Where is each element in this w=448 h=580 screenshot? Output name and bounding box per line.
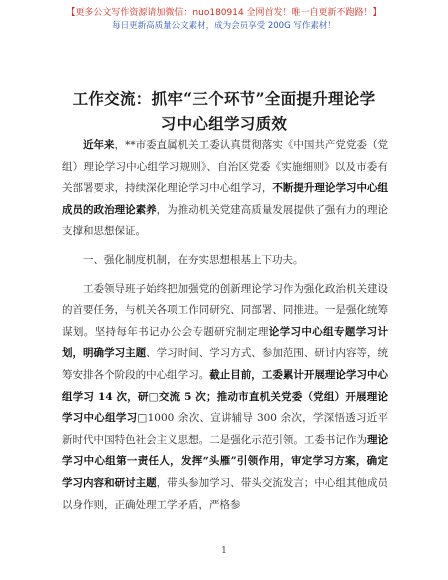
document-body <box>62 135 388 516</box>
promo-line-1: 【更多公文写作资源请加微信：nuo180914 全网首发！唯一自更新不跑路！】 <box>66 8 382 18</box>
section-1-bold-b: 论学习中心组专题学习计划，明确学习主题 <box>62 325 389 360</box>
intro-bold-text: 不断提升理论学习中心组成员的政治理论素养 <box>62 182 389 216</box>
intro-end: ，为推动机关党建高质量发展提供了强有力的理论支撑和思想保证。 <box>62 203 389 238</box>
section-1-bold-d: 截止目前，工委累计开展理论学习中心组学习 14 次，研 <box>62 368 389 403</box>
paragraph-intro <box>62 135 388 243</box>
missing-glyph-icon: □ <box>137 412 148 425</box>
title-line-2: 习中心组学习质效 <box>160 114 288 133</box>
document-title <box>54 86 394 136</box>
section-1-text-h: ，带头参加学习、带头交流发言；中心组其他成员以身作则，正确处理工学矛盾，严格参 <box>62 476 389 511</box>
title-line-1: 工作交流：抓牢“三个环节”全面提升理论学 <box>72 89 376 108</box>
paragraph-section-1 <box>62 279 388 517</box>
section-heading-1: 一、强化制度机制，在夯实思想根基上下功夫。 <box>83 253 304 266</box>
section-1-text-a: 工委领导班子始终把加强党的创新理论学习作为强化政治机关建设的首要任务，与机关各项工作同研究、同部署、同推进。一是强化统筹谋划。坚持每年书记办公会专题研究制定理 <box>62 282 388 338</box>
missing-glyph-icon: □ <box>148 390 159 403</box>
section-1-bold-e: 交流 5 次；推动市直机关党委（党组）开展理论学习中心组学习 <box>62 390 388 425</box>
section-1-bold-g: 理论学习中心组第一责任人，发挥“头雁”引领作用，审定学习方案，确定学习内容和研讨主题 <box>62 433 389 489</box>
section-1-text-c: 、学习时间、学习方式、参加范围、研讨内容等，统筹安排各个阶段的中心组学习。 <box>62 347 389 381</box>
intro-text: ，**市委直属机关工委认真贯彻落实《中国共产党党委（党组）理论学习中心组学习规则》、自治区党委《实施细则》以及市委有关部署要求，持续深化理论学习中心组学习， <box>62 139 389 195</box>
promo-banner <box>0 7 448 33</box>
section-1-text-f: 1000 余次、宣讲辅导 300 余次，学深悟透习近平新时代中国特色社会主义思想。二是强化示范引领。工委书记作为 <box>62 412 389 446</box>
intro-lead: 近年来 <box>83 139 115 151</box>
page-number: 1 <box>221 546 227 556</box>
promo-line-2: 每日更新高质量公文素材，成为会员享受 200G 写作素材！ <box>112 21 336 31</box>
